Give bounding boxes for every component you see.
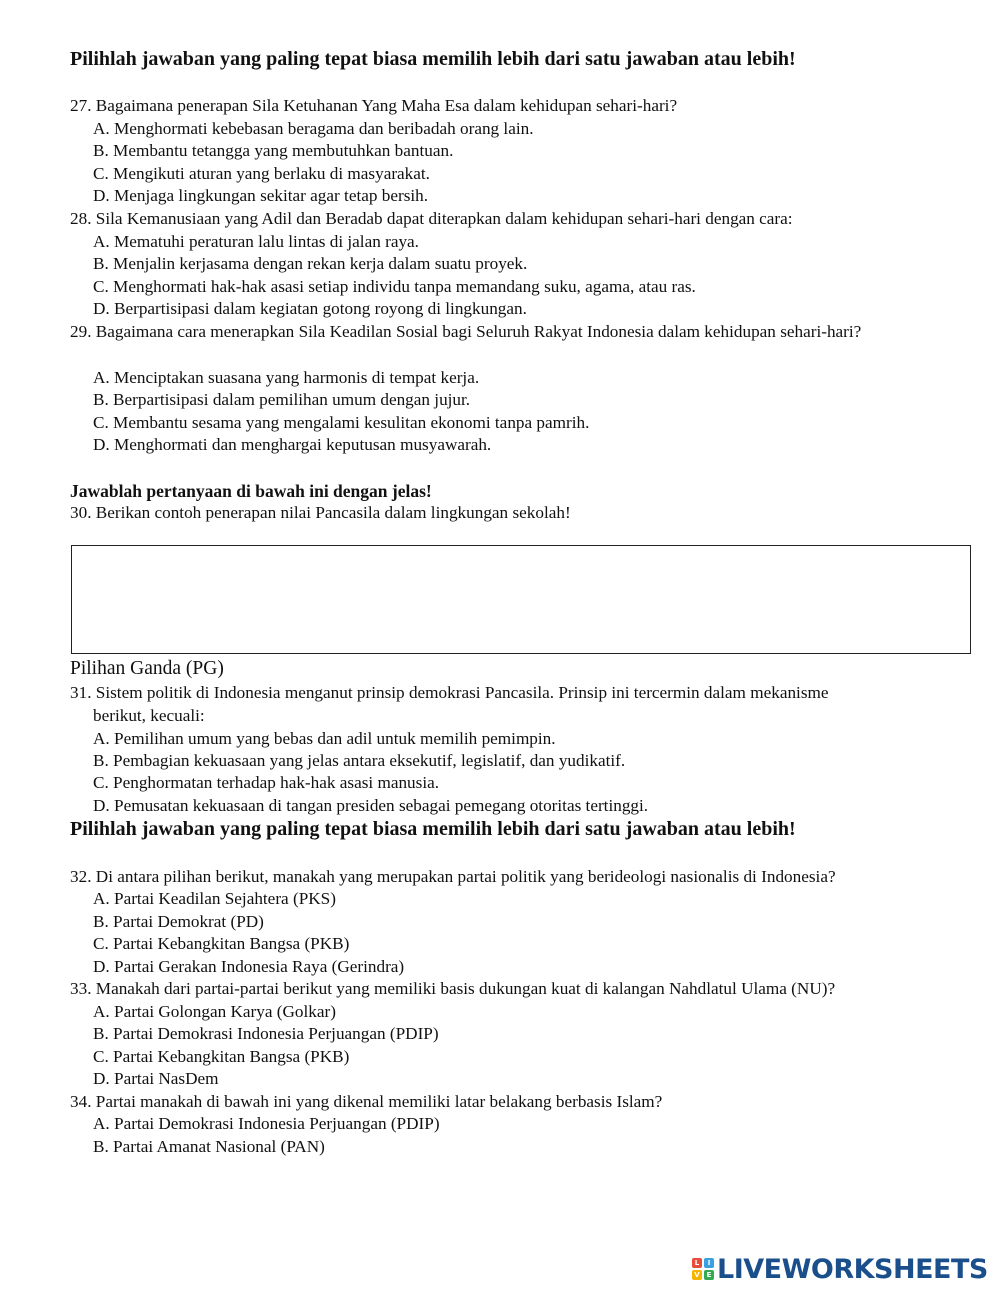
q27-option-c[interactable]: C. Mengikuti aturan yang berlaku di masyarakat. <box>93 164 430 183</box>
logo-tile-i: I <box>704 1258 714 1268</box>
q28-option-c[interactable]: C. Menghormati hak-hak asasi setiap individu tanpa memandang suku, agama, atau ras. <box>93 277 696 296</box>
question-30: 30. Berikan contoh penerapan nilai Pancasila dalam lingkungan sekolah! <box>70 503 571 522</box>
instruction-3: Pilihlah jawaban yang paling tepat biasa memilih lebih dari satu jawaban atau lebih! <box>70 818 796 840</box>
q29-option-c[interactable]: C. Membantu sesama yang mengalami kesulitan ekonomi tanpa pamrih. <box>93 413 590 432</box>
q33-option-d[interactable]: D. Partai NasDem <box>93 1069 219 1088</box>
q32-option-d[interactable]: D. Partai Gerakan Indonesia Raya (Gerindra) <box>93 957 405 976</box>
q31-option-d[interactable]: D. Pemusatan kekuasaan di tangan presiden sebagai pemegang otoritas tertinggi. <box>93 796 649 815</box>
question-29: 29. Bagaimana cara menerapkan Sila Keadilan Sosial bagi Seluruh Rakyat Indonesia dalam kehidupan sehari-hari? <box>70 322 862 341</box>
q29-option-b[interactable]: B. Berpartisipasi dalam pemilihan umum dengan jujur. <box>93 390 471 409</box>
q33-option-a[interactable]: A. Partai Golongan Karya (Golkar) <box>93 1002 336 1021</box>
question-32: 32. Di antara pilihan berikut, manakah yang merupakan partai politik yang berideologi nasionalis di Indonesia? <box>70 867 836 886</box>
q28-option-b[interactable]: B. Menjalin kerjasama dengan rekan kerja dalam suatu proyek. <box>93 254 528 273</box>
q29-option-a[interactable]: A. Menciptakan suasana yang harmonis di tempat kerja. <box>93 368 480 387</box>
q33-option-c[interactable]: C. Partai Kebangkitan Bangsa (PKB) <box>93 1047 350 1066</box>
q31-option-c[interactable]: C. Penghormatan terhadap hak-hak asasi manusia. <box>93 773 440 792</box>
q32-option-b[interactable]: B. Partai Demokrat (PD) <box>93 912 264 931</box>
q28-option-d[interactable]: D. Berpartisipasi dalam kegiatan gotong royong di lingkungan. <box>93 299 527 318</box>
question-27: 27. Bagaimana penerapan Sila Ketuhanan Yang Maha Esa dalam kehidupan sehari-hari? <box>70 96 678 115</box>
q32-option-a[interactable]: A. Partai Keadilan Sejahtera (PKS) <box>93 889 336 908</box>
q33-option-b[interactable]: B. Partai Demokrasi Indonesia Perjuangan (PDIP) <box>93 1024 439 1043</box>
logo-tile-v: V <box>692 1270 702 1280</box>
question-28: 28. Sila Kemanusiaan yang Adil dan Beradab dapat diterapkan dalam kehidupan sehari-hari dengan cara: <box>70 209 793 228</box>
q30-answer-box[interactable] <box>71 545 971 654</box>
q32-option-c[interactable]: C. Partai Kebangkitan Bangsa (PKB) <box>93 934 350 953</box>
question-34: 34. Partai manakah di bawah ini yang dikenal memiliki latar belakang berbasis Islam? <box>70 1092 663 1111</box>
logo-tile-l: L <box>692 1258 702 1268</box>
instruction-2: Jawablah pertanyaan di bawah ini dengan jelas! <box>70 481 432 501</box>
liveworksheets-logo-icon <box>692 1258 714 1280</box>
q31-option-b[interactable]: B. Pembagian kekuasaan yang jelas antara eksekutif, legislatif, dan yudikatif. <box>93 751 626 770</box>
q34-option-a[interactable]: A. Partai Demokrasi Indonesia Perjuangan (PDIP) <box>93 1114 440 1133</box>
q27-option-d[interactable]: D. Menjaga lingkungan sekitar agar tetap bersih. <box>93 186 429 205</box>
question-33: 33. Manakah dari partai-partai berikut yang memiliki basis dukungan kuat di kalangan Nahdlatul Ulama (NU)? <box>70 979 836 998</box>
section-pilihan-ganda: Pilihan Ganda (PG) <box>70 658 224 679</box>
liveworksheets-logo <box>692 1253 988 1285</box>
logo-tile-e: E <box>704 1270 714 1280</box>
q34-option-b[interactable]: B. Partai Amanat Nasional (PAN) <box>93 1137 325 1156</box>
q31-option-a[interactable]: A. Pemilihan umum yang bebas dan adil untuk memilih pemimpin. <box>93 729 556 748</box>
q29-option-d[interactable]: D. Menghormati dan menghargai keputusan musyawarah. <box>93 435 492 454</box>
instruction-1: Pilihlah jawaban yang paling tepat biasa memilih lebih dari satu jawaban atau lebih! <box>70 48 796 70</box>
liveworksheets-logo-text: LIVEWORKSHEETS <box>717 1253 988 1285</box>
question-31: 31. Sistem politik di Indonesia menganut prinsip demokrasi Pancasila. Prinsip ini tercermin dalam mekanisme <box>70 683 829 702</box>
q28-option-a[interactable]: A. Mematuhi peraturan lalu lintas di jalan raya. <box>93 232 419 251</box>
question-31-continued: berikut, kecuali: <box>93 706 205 725</box>
q27-option-b[interactable]: B. Membantu tetangga yang membutuhkan bantuan. <box>93 141 454 160</box>
q27-option-a[interactable]: A. Menghormati kebebasan beragama dan beribadah orang lain. <box>93 119 534 138</box>
